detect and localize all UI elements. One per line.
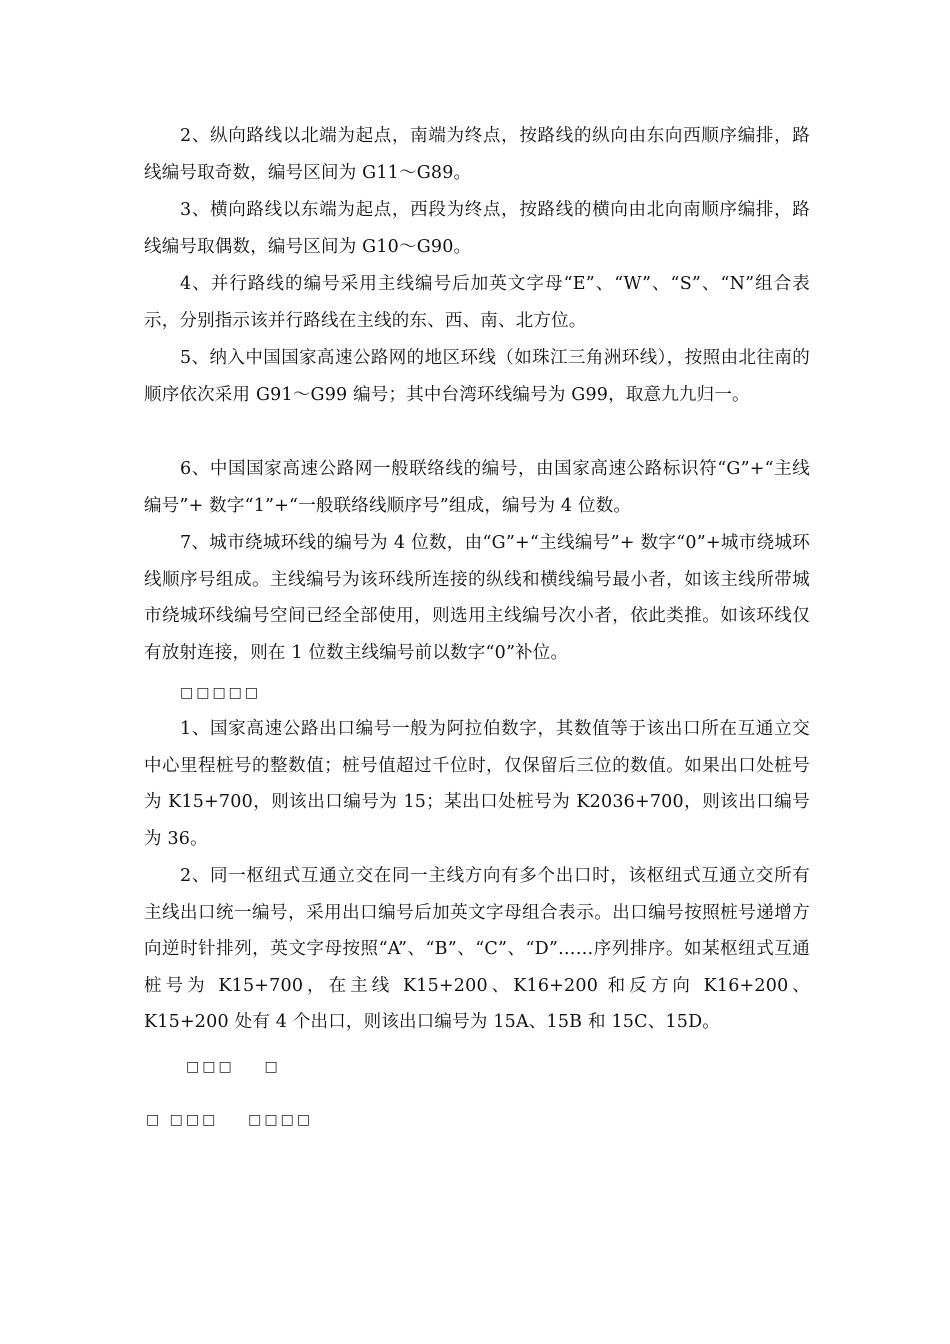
unrendered-line-1: □□□ □ bbox=[186, 1059, 281, 1075]
paragraph-connector-lines: 6、中国国家高速公路网一般联络线的编号，由国家高速公路标识符“G”+“主线编号”+ 数字“1”+“一般联络线顺序号”组成，编号为 4 位数。 bbox=[144, 459, 810, 516]
paragraph-longitudinal-routes: 2、纵向路线以北端为起点，南端为终点，按路线的纵向由东向西顺序编排，路线编号取奇数，编号区间为 G11～G89。 bbox=[144, 126, 810, 183]
paragraph-regional-ring-roads: 5、纳入中国国家高速公路网的地区环线（如珠江三角洲环线），按照由北往南的顺序依次采用 G91～G99 编号；其中台湾环线编号为 G99，取意九九归一。 bbox=[144, 348, 810, 405]
section-heading-unrendered: □□□□□ bbox=[180, 685, 262, 701]
paragraph-parallel-routes: 4、并行路线的编号采用主线编号后加英文字母“E”、“W”、“S”、“N”组合表示，分别指示该并行路线在主线的东、西、南、北方位。 bbox=[144, 274, 810, 331]
paragraph-city-ring-roads: 7、城市绕城环线的编号为 4 位数，由“G”+“主线编号”+ 数字“0”+城市绕城环线顺序号组成。主线编号为该环线所连接的纵线和横线编号最小者，如该主线所带城市绕城环线编号空间已经全部使用，则选用主线编号次小者，依此类推。如该环线仅有放射连接，则在 1 位数主线编号前以数字“0”补位。 bbox=[144, 533, 810, 663]
paragraph-hub-interchange-exits: 2、同一枢纽式互通立交在同一主线方向有多个出口时，该枢纽式互通立交所有主线出口统一编号，采用出口编号后加英文字母组合表示。出口编号按照桩号递增方向逆时针排列，英文字母按照“A”、“B”、“C”、“D”……序列排序。如某枢纽式互通桩号为 K15+700，在主线 K15+200、K16+200 和反方向 K16+200、K15+200 处有 4 个出口，则该出口编号为 15A、15B 和 15C、15D。 bbox=[144, 866, 810, 1032]
paragraph-exit-numbering: 1、国家高速公路出口编号一般为阿拉伯数字，其数值等于该出口所在互通立交中心里程桩号的整数值；桩号值超过千位时，仅保留后三位的数值。如果出口处桩号为 K15+700，则该出口编号为 15；某出口处桩号为 K2036+700，则该出口编号为 36。 bbox=[144, 719, 810, 849]
paragraph-latitudinal-routes: 3、横向路线以东端为起点，西段为终点，按路线的横向由北向南顺序编排，路线编号取偶数，编号区间为 G10～G90。 bbox=[144, 200, 810, 257]
unrendered-line-2: □ □□□ □□□□ bbox=[146, 1112, 314, 1128]
